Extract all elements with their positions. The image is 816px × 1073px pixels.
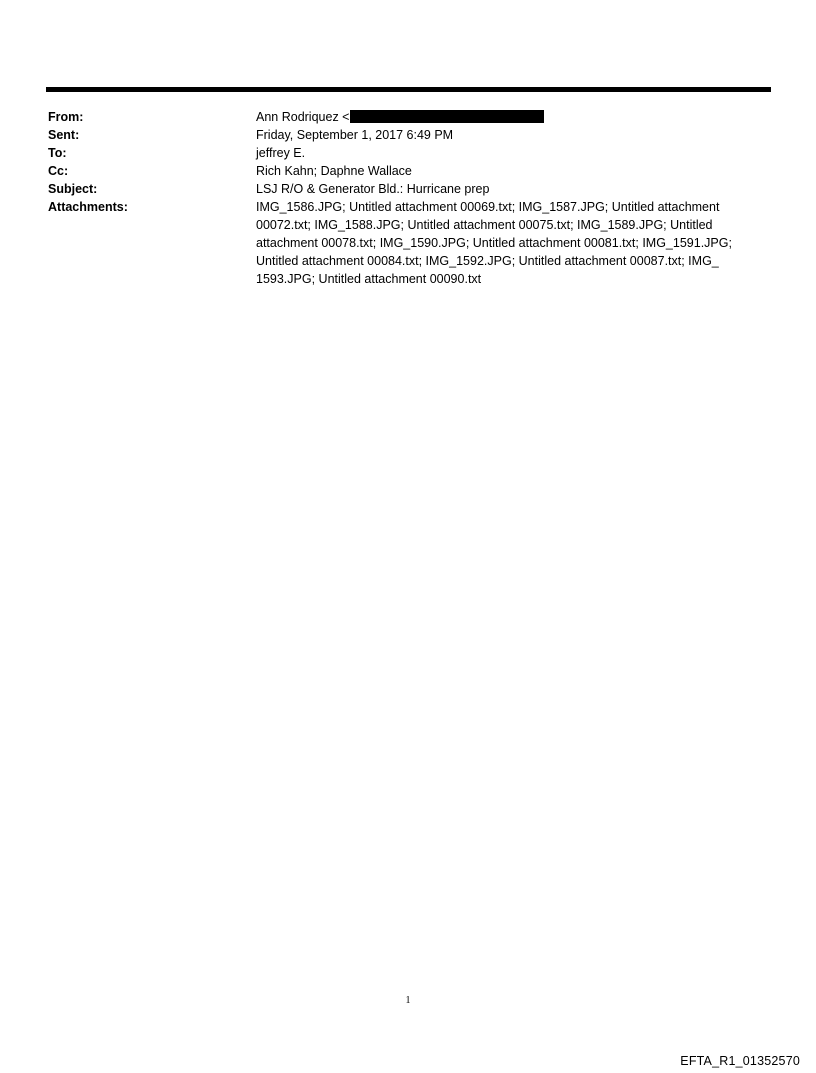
to-label: To: bbox=[48, 146, 67, 160]
sent-label: Sent: bbox=[48, 128, 80, 142]
from-value-container bbox=[256, 108, 768, 126]
attachments-label: Attachments: bbox=[48, 200, 128, 214]
cc-label: Cc: bbox=[48, 164, 69, 178]
redaction-block bbox=[350, 110, 544, 123]
cc-value: Rich Kahn; Daphne Wallace bbox=[256, 164, 412, 178]
page-number: 1 bbox=[405, 995, 411, 1006]
sent-row bbox=[48, 126, 768, 144]
from-label: From: bbox=[48, 110, 84, 124]
subject-label: Subject: bbox=[48, 182, 98, 196]
sent-value: Friday, September 1, 2017 6:49 PM bbox=[256, 128, 454, 142]
from-value: Ann Rodriquez < bbox=[256, 110, 350, 124]
attachments-row bbox=[48, 198, 768, 288]
email-header bbox=[48, 108, 768, 288]
to-row bbox=[48, 144, 768, 162]
subject-row bbox=[48, 180, 768, 198]
from-row bbox=[48, 108, 768, 126]
bates-number: EFTA_R1_01352570 bbox=[680, 1054, 800, 1068]
subject-value: LSJ R/O & Generator Bld.: Hurricane prep bbox=[256, 182, 490, 196]
header-divider bbox=[46, 87, 771, 92]
attachments-value: IMG_1586.JPG; Untitled attachment 00069.txt; IMG_1587.JPG; Untitled attachment 00072.txt; IMG_1588.JPG; Untitled attachment 00075.txt; IMG_1589.JPG; Untitled attachment 00078.txt; IMG_1590.JPG; Untitled attachment 00081.txt; IMG_1591.JPG; Untitled attachment 00084.txt; IMG_1592.JPG; Untitled attachment 00087.txt; IMG_ 1593.JPG; Untitled attachment 00090.txt bbox=[256, 200, 732, 286]
cc-row bbox=[48, 162, 768, 180]
to-value: jeffrey E. bbox=[256, 146, 306, 160]
